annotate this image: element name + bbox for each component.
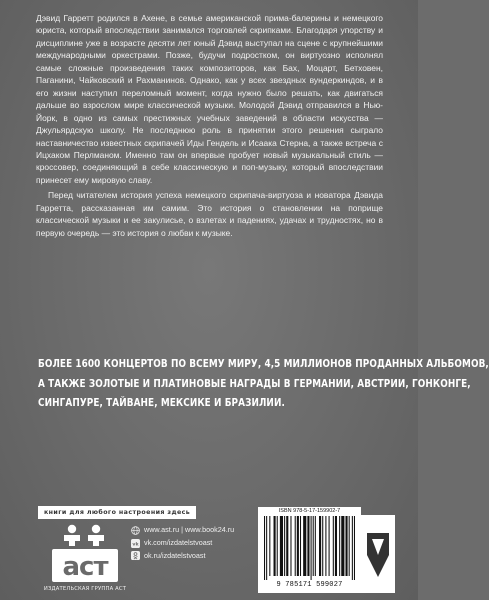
barcode-bar: [311, 516, 312, 580]
barcode-bar: [266, 516, 267, 580]
barcode: [264, 516, 355, 580]
description-text: [36, 12, 383, 239]
barcode-bar: [290, 516, 291, 576]
ok-link[interactable]: ok.ru/izdatelstvoast: [144, 550, 206, 560]
ok-row[interactable]: [131, 550, 234, 563]
headline-line-3: СИНГАПУРЕ, ТАЙВАНЕ, МЕКСИКЕ И БРАЗИЛИИ.: [38, 397, 285, 409]
barcode-bar: [303, 516, 306, 576]
barcode-bar: [274, 516, 276, 576]
logo-subtitle: ИЗДАТЕЛЬСКАЯ ГРУППА АСТ: [43, 586, 127, 592]
barcode-bar: [264, 516, 265, 580]
barcode-bar: [333, 516, 334, 576]
globe-icon: [131, 526, 140, 535]
barcode-bar: [354, 516, 355, 580]
vk-link[interactable]: vk.com/izdatelstvoast: [144, 537, 213, 547]
barcode-bar: [339, 516, 340, 576]
barcode-bar: [284, 516, 285, 576]
publisher-tagline: книги для любого настроения здесь: [38, 506, 196, 519]
ok-icon: [131, 551, 140, 560]
publisher-footer: [0, 506, 418, 600]
barcode-bar: [319, 516, 321, 576]
barcode-bar: [295, 516, 296, 576]
achievements-headline: [38, 355, 489, 414]
barcode-bar: [322, 516, 323, 576]
barcode-bar: [315, 516, 316, 576]
barcode-bar: [335, 516, 337, 576]
logo-text: аст: [62, 552, 108, 582]
ast-logo: [50, 522, 120, 584]
vk-icon: [131, 539, 140, 548]
barcode-bar: [307, 516, 309, 576]
barcode-bar: [329, 516, 330, 576]
description-paragraph-2: Перед читателем история успеха немецкого скрипача-виртуоза и новатора Дэвида Гарретта, рассказанная им самим. Это история о становлении на поприще классической музыки и ее закулисье, о взлетах и падениях, удачах и трудностях, но в первую очередь — это история о любви к музыке.: [36, 190, 383, 238]
headline-line-1: БОЛЕЕ 1600 КОНЦЕРТОВ ПО ВСЕМУ МИРУ, 4,5 МИЛЛИОНОВ ПРОДАННЫХ АЛЬБОМОВ,: [38, 358, 489, 370]
svg-text:vk: vk: [132, 542, 139, 548]
barcode-bar: [269, 516, 270, 576]
barcode-bar: [349, 516, 350, 576]
barcode-bar: [313, 516, 314, 576]
publisher-contacts: [131, 524, 234, 562]
barcode-bar: [345, 516, 347, 576]
barcode-bar: [300, 516, 301, 576]
barcode-bar: [277, 516, 278, 576]
barcode-bar: [286, 516, 288, 576]
barcode-digits: 9 785171 599027: [276, 581, 343, 589]
barcode-bar: [341, 516, 344, 576]
barcode-panel: [258, 507, 361, 593]
barcode-bar: [325, 516, 326, 576]
barcode-bar: [280, 516, 283, 576]
website-row[interactable]: [131, 524, 234, 537]
barcode-bar: [352, 516, 353, 580]
website-link[interactable]: www.ast.ru | www.book24.ru: [144, 525, 235, 534]
description-paragraph-1: Дэвид Гарретт родился в Ахене, в семье американской прима-балерины и немецкого юриста, который впоследствии занимался торговлей скрипками. Благодаря упорству и дисциплине уже в возрасте десяти лет юный Дэвид выступал на сцене с крупнейшими международными оркестрами. Позже, будучи подростком, он виртуозно исполнял самые сложные произведения таких композиторов, как Бах, Моцарт, Бетховен, Паганини, Чайковский и Рахманинов. Однако, как у всех звездных вундеркиндов, и в его жизни наступил переломный момент, когда нужно было решать, как двигаться дальше во взрослом мире классической музыки. Молодой Дэвид отправился в Нью-Йорк, в одно из самых престижных учебных заведений в области искусства — Джульярдскую школу. Не последнюю роль в принятии этого решения сыграло наставничество известных скрипачей Иды Гендель и Исаака Стерна, а также встреча с Ицхаком Перлманом. Именно там он впервые пробует новый музыкальный стиль — кроссовер, соединяющий в себе классическую и поп-музыку, который впоследствии принесет ему мировую славу.: [36, 13, 383, 185]
v-logo-mark: [361, 515, 395, 593]
vk-row[interactable]: [131, 537, 234, 550]
isbn-label: ISBN 978-5-17-159902-7: [278, 508, 341, 514]
barcode-bar: [297, 516, 299, 576]
headline-line-2: А ТАКЖЕ ЗОЛОТЫЕ И ПЛАТИНОВЫЕ НАГРАДЫ В ГЕРМАНИИ, АВСТРИИ, ГОНКОНГЕ,: [38, 377, 471, 390]
